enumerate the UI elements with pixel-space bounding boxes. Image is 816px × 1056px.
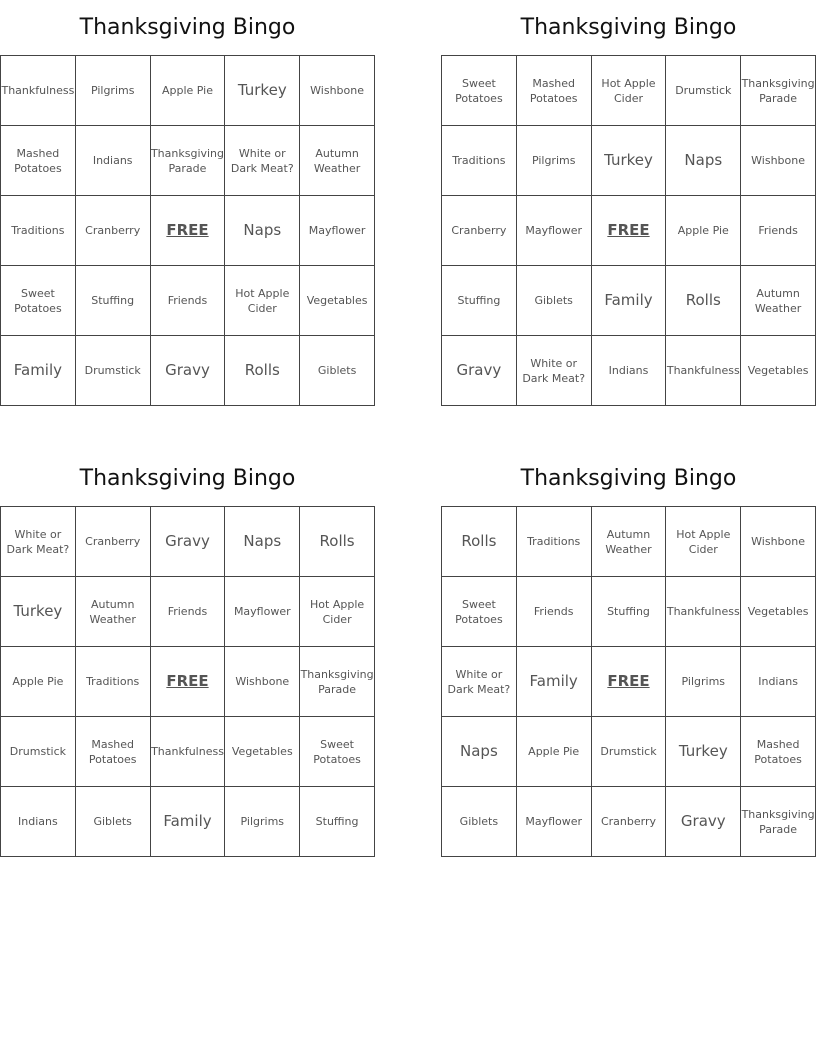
free-space: FREE xyxy=(151,647,226,717)
bingo-cell: Rolls xyxy=(442,507,517,577)
bingo-cell: Indians xyxy=(741,647,816,717)
bingo-grid xyxy=(0,506,375,857)
bingo-cell: Stuffing xyxy=(592,577,667,647)
bingo-cell: Mayflower xyxy=(517,196,592,266)
bingo-cell: Family xyxy=(517,647,592,717)
bingo-cell: Thanksgiving Parade xyxy=(741,56,816,126)
bingo-cell: Pilgrims xyxy=(666,647,741,717)
bingo-cell: Thankfulness xyxy=(666,336,741,406)
bingo-cell: Gravy xyxy=(666,787,741,857)
bingo-cell: Sweet Potatoes xyxy=(1,266,76,336)
bingo-cell: Autumn Weather xyxy=(592,507,667,577)
bingo-cell: Wishbone xyxy=(225,647,300,717)
bingo-cell: Naps xyxy=(666,126,741,196)
bingo-cell: Indians xyxy=(1,787,76,857)
card-title: Thanksgiving Bingo xyxy=(520,15,737,40)
bingo-cell: Naps xyxy=(225,196,300,266)
bingo-cell: Hot Apple Cider xyxy=(300,577,375,647)
bingo-cell: Mayflower xyxy=(225,577,300,647)
bingo-cell: Mashed Potatoes xyxy=(741,717,816,787)
bingo-cell: Turkey xyxy=(666,717,741,787)
bingo-cell: Friends xyxy=(151,577,226,647)
bingo-cell: Mayflower xyxy=(517,787,592,857)
bingo-cell: Indians xyxy=(76,126,151,196)
bingo-cell: Autumn Weather xyxy=(300,126,375,196)
bingo-cell: Vegetables xyxy=(300,266,375,336)
bingo-cell: Gravy xyxy=(151,507,226,577)
bingo-cell: Thankfulness xyxy=(1,56,76,126)
bingo-cell: Giblets xyxy=(442,787,517,857)
bingo-cell: Apple Pie xyxy=(517,717,592,787)
bingo-cell: White or Dark Meat? xyxy=(1,507,76,577)
bingo-cell: Turkey xyxy=(225,56,300,126)
card-title: Thanksgiving Bingo xyxy=(79,15,296,40)
bingo-cell: Traditions xyxy=(76,647,151,717)
bingo-cell: Thankfulness xyxy=(666,577,741,647)
bingo-cell: Turkey xyxy=(592,126,667,196)
bingo-cell: Drumstick xyxy=(1,717,76,787)
bingo-cell: Rolls xyxy=(666,266,741,336)
bingo-card-1 xyxy=(0,0,375,379)
bingo-cell: Vegetables xyxy=(225,717,300,787)
bingo-cell: Giblets xyxy=(517,266,592,336)
bingo-cell: Cranberry xyxy=(76,507,151,577)
bingo-cell: Rolls xyxy=(300,507,375,577)
bingo-cell: White or Dark Meat? xyxy=(517,336,592,406)
bingo-cell: Stuffing xyxy=(442,266,517,336)
bingo-cell: Hot Apple Cider xyxy=(592,56,667,126)
bingo-cell: Naps xyxy=(442,717,517,787)
bingo-cell: Sweet Potatoes xyxy=(442,56,517,126)
bingo-cell: Wishbone xyxy=(741,507,816,577)
bingo-cell: Pilgrims xyxy=(76,56,151,126)
bingo-cell: Giblets xyxy=(300,336,375,406)
bingo-cell: Drumstick xyxy=(592,717,667,787)
bingo-cell: Traditions xyxy=(442,126,517,196)
bingo-cell: Hot Apple Cider xyxy=(225,266,300,336)
bingo-cell: Pilgrims xyxy=(517,126,592,196)
bingo-cell: Friends xyxy=(151,266,226,336)
bingo-cell: Indians xyxy=(592,336,667,406)
bingo-cell: Friends xyxy=(741,196,816,266)
bingo-cell: Wishbone xyxy=(741,126,816,196)
bingo-cell: Mashed Potatoes xyxy=(517,56,592,126)
bingo-cell: Gravy xyxy=(442,336,517,406)
bingo-cell: Thanksgiving Parade xyxy=(151,126,226,196)
bingo-card-3 xyxy=(0,451,375,830)
bingo-cell: Apple Pie xyxy=(151,56,226,126)
bingo-cell: Mashed Potatoes xyxy=(76,717,151,787)
bingo-cell: White or Dark Meat? xyxy=(225,126,300,196)
bingo-cell: Friends xyxy=(517,577,592,647)
bingo-cell: Turkey xyxy=(1,577,76,647)
free-space: FREE xyxy=(592,196,667,266)
free-space: FREE xyxy=(592,647,667,717)
bingo-cell: Thanksgiving Parade xyxy=(741,787,816,857)
bingo-cell: Gravy xyxy=(151,336,226,406)
bingo-cell: Autumn Weather xyxy=(741,266,816,336)
bingo-cell: Sweet Potatoes xyxy=(442,577,517,647)
bingo-cell: Mashed Potatoes xyxy=(1,126,76,196)
bingo-cell: Cranberry xyxy=(76,196,151,266)
bingo-cell: Cranberry xyxy=(442,196,517,266)
bingo-cell: Wishbone xyxy=(300,56,375,126)
bingo-cell: Giblets xyxy=(76,787,151,857)
bingo-cell: Vegetables xyxy=(741,336,816,406)
bingo-cell: Rolls xyxy=(225,336,300,406)
free-space: FREE xyxy=(151,196,226,266)
bingo-cell: White or Dark Meat? xyxy=(442,647,517,717)
bingo-card-4 xyxy=(441,451,816,836)
bingo-grid xyxy=(0,55,375,406)
bingo-cell: Drumstick xyxy=(76,336,151,406)
bingo-cell: Family xyxy=(151,787,226,857)
bingo-cell: Traditions xyxy=(517,507,592,577)
bingo-cell: Thanksgiving Parade xyxy=(300,647,375,717)
bingo-grid xyxy=(441,506,816,857)
bingo-cell: Pilgrims xyxy=(225,787,300,857)
bingo-cell: Stuffing xyxy=(76,266,151,336)
bingo-grid xyxy=(441,55,816,406)
bingo-cell: Vegetables xyxy=(741,577,816,647)
bingo-cell: Drumstick xyxy=(666,56,741,126)
bingo-cell: Apple Pie xyxy=(666,196,741,266)
bingo-cell: Traditions xyxy=(1,196,76,266)
bingo-cell: Mayflower xyxy=(300,196,375,266)
bingo-cell: Sweet Potatoes xyxy=(300,717,375,787)
card-title: Thanksgiving Bingo xyxy=(520,466,737,491)
card-title: Thanksgiving Bingo xyxy=(79,466,296,491)
bingo-cell: Stuffing xyxy=(300,787,375,857)
bingo-cell: Family xyxy=(592,266,667,336)
bingo-card-2 xyxy=(441,0,816,385)
bingo-cell: Autumn Weather xyxy=(76,577,151,647)
bingo-cell: Family xyxy=(1,336,76,406)
bingo-cell: Hot Apple Cider xyxy=(666,507,741,577)
bingo-cell: Naps xyxy=(225,507,300,577)
bingo-cell: Apple Pie xyxy=(1,647,76,717)
bingo-cell: Thankfulness xyxy=(151,717,226,787)
bingo-cell: Cranberry xyxy=(592,787,667,857)
